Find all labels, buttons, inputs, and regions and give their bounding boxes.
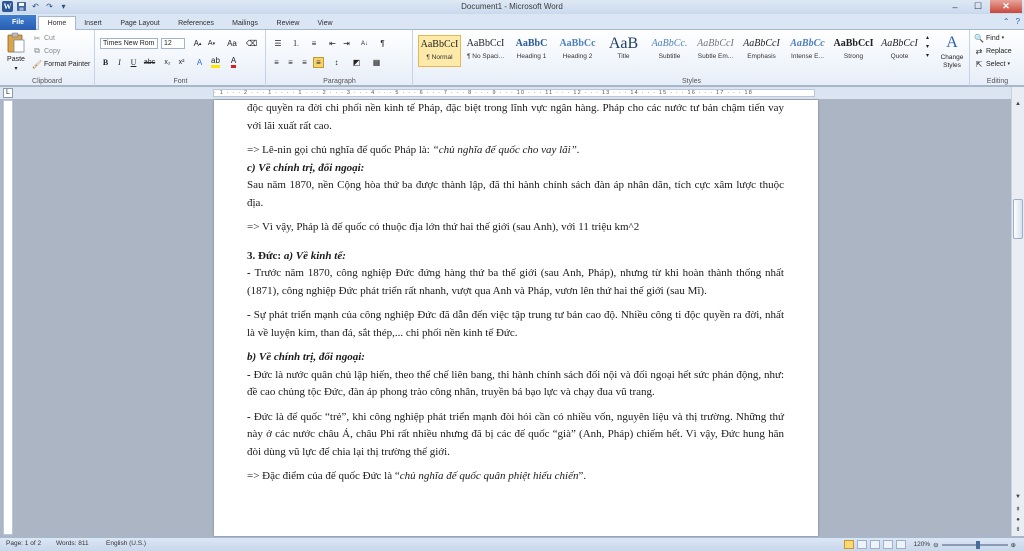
tab-view[interactable]: View [317,19,333,27]
maximize-icon[interactable]: ☐ [973,1,983,11]
font-size-combo[interactable]: 12 [161,38,185,49]
style-name: Intense E... [791,53,824,60]
style-sample: AaBbCcI [697,38,734,49]
undo-icon[interactable]: ↶ [32,2,39,11]
window-controls [944,0,1022,13]
bold-button[interactable]: B [102,58,109,67]
language-status[interactable]: English (U.S.) [106,540,147,547]
clear-formatting-icon[interactable]: ⌫ [245,39,258,48]
previous-page-icon[interactable]: ⇞ [1015,507,1021,513]
zoom-level[interactable]: 120% [913,541,931,548]
clipboard-group [0,30,95,86]
text-run: “chủ nghĩa đế quốc cho vay lãi”. [432,144,580,156]
paragraph [247,265,784,300]
paragraph [247,142,784,160]
tab-selector-icon[interactable]: L [3,88,13,98]
show-formatting-icon[interactable]: ¶ [380,39,385,48]
help-icon[interactable]: ? [1015,17,1020,26]
text-run: => Lê-nin gọi chủ nghĩa đế quốc Pháp là: [247,144,433,156]
font-name-combo[interactable]: Times New Rom [100,38,158,49]
tab-review[interactable]: Review [276,19,300,27]
ribbon-controls [1003,17,1020,26]
font-color-icon[interactable]: A [228,57,239,68]
paragraph-group [267,30,413,86]
web-layout-view-icon[interactable] [870,540,880,549]
select-browse-object-icon[interactable]: ● [1016,517,1020,523]
title-bar [0,0,1024,14]
find-label: Find [986,34,1000,42]
text-run: 3. Đức: [247,249,284,262]
justify-icon[interactable]: ≡ [313,57,324,68]
tab-home[interactable]: Home [38,16,76,30]
copy-icon: ⧉ [34,46,40,55]
subscript-button[interactable]: x₂ [164,59,171,66]
style-subtle-emphasis[interactable] [694,35,737,67]
cut-button[interactable] [32,33,55,43]
scroll-up-icon[interactable]: ▴ [926,35,930,41]
vertical-ruler[interactable] [3,100,13,535]
numbering-icon[interactable]: ⒈ [292,39,300,48]
multilevel-list-icon[interactable]: ≡ [311,39,317,48]
text-effects-icon[interactable]: A [196,58,203,67]
scroll-down-icon[interactable]: ▾ [926,44,930,50]
paste-button[interactable] [3,32,29,72]
style-heading-1[interactable] [510,35,553,67]
word-count[interactable]: Words: 811 [56,540,89,547]
status-bar [0,537,1024,551]
ruler-scale: · 1 · · · 2 · · · 1 · · · · 1 · · · 2 · · · 3 · · · 4 · · · 5 · · · 6 · · · 7 · · · 8 · · · 9 · · · 10 · · · 11 · · · 12 · · · 13 · · · 14 · · · 15 · · · 16 · · · 17 · · · 18 [213,89,815,97]
paragraph [247,468,784,486]
scrollbar-thumb[interactable] [1013,199,1023,239]
minimize-icon[interactable]: – [952,1,958,12]
increase-indent-icon[interactable]: ⇥ [343,39,350,48]
text-run: - [247,368,254,381]
style-name: Heading 2 [562,53,593,60]
minimize-ribbon-icon[interactable]: ⌃ [1002,17,1010,26]
paragraph: => Vì vậy, Pháp là đế quốc có thuộc địa lớn thứ hai thế giới (sau Anh), với 11 triệu km^2 [247,221,640,233]
find-button[interactable]: 🔍 Find ▾ [974,33,1005,43]
align-right-icon[interactable]: ≡ [302,58,307,67]
scroll-up-arrow-icon[interactable]: ▲ [1015,101,1021,107]
tab-references[interactable]: References [178,19,214,27]
style-sample: AaBbCcI [420,39,459,50]
copy-label: Copy [44,47,61,55]
shrink-font-label: A [207,40,213,47]
paragraph [247,367,784,402]
style-sample: AaBbCc [790,38,825,49]
scissors-icon: ✂ [33,33,41,43]
style-sample: AaBbCcI [743,38,780,49]
grow-font-label: A [193,39,199,48]
style-no-spacing[interactable] [464,35,507,67]
italic-button[interactable]: I [118,58,121,67]
change-styles-button[interactable] [936,34,968,70]
borders-icon[interactable]: ▦ [372,58,381,67]
style-normal[interactable] [418,35,461,67]
decrease-indent-icon[interactable]: ⇤ [329,39,336,48]
style-sample: AaBbCc [559,38,596,49]
select-button[interactable]: ⇱ Select ▾ [975,59,1010,69]
style-name: Emphasis [747,53,776,60]
style-emphasis[interactable] [740,35,783,67]
style-quote[interactable] [878,35,921,67]
next-page-icon[interactable]: ⇟ [1015,527,1021,533]
tab-page-layout[interactable]: Page Layout [120,19,160,27]
section-heading [247,248,784,266]
zoom-slider-knob[interactable] [976,541,980,549]
style-sample: AaB [608,35,639,52]
change-case-button[interactable] [224,38,240,49]
tab-mailings[interactable]: Mailings [232,19,258,27]
style-sample: AaBbCcI [833,38,874,49]
text-run: Đức là nước quân chủ lập hiến, theo thể chế liên bang, thi hành chính sách đối nội và đối ngoại hết sức phản động, như: đề cao chủng tộc Đức, đàn áp phong trào công nhân, truyền bá bạo lực và chạy đua vũ trang. [247,368,784,398]
paste-label: Paste [7,56,25,63]
replace-icon: ⇄ [975,46,983,56]
shrink-font-button[interactable]: A ▾ [207,40,216,47]
copy-button[interactable] [32,46,60,56]
ribbon [0,30,1024,86]
style-name: ¶ No Spaci... [466,53,505,60]
replace-button[interactable] [974,46,1012,56]
editing-group [971,30,1024,86]
text-run: Đức là đế quốc “trẻ”, khi công nghiệp phát triển mạnh đòi hỏi cần có nhiều vốn, nguyên liệu và thị trường. Những thứ này ở các nước châu Á, châu Phi rất nhiều nhưng đã bị các đế quốc “già” (Anh, Pháp) chiếm hết. Vì vậy, Đức hung hăn đòi dùng vũ lực để chia lại thị trường thế giới. [247,410,784,458]
text-run: ”. [578,470,587,482]
style-subtitle[interactable] [648,35,691,67]
styles-group-label: Styles [681,78,702,85]
text-run: => Đặc điểm của đế quốc Đức là “ [247,470,400,482]
superscript-button[interactable]: x² [178,59,185,66]
style-name: Quote [890,53,909,60]
document-page[interactable] [214,100,818,536]
style-name: Heading 1 [516,53,547,60]
strikethrough-button[interactable]: abc [143,59,156,66]
paragraph [247,409,784,462]
more-styles-icon[interactable]: ▾ [926,53,930,59]
zoom-controls [844,540,1016,549]
font-group-label: Font [173,78,188,85]
change-styles-label: Change Styles [940,54,964,69]
tab-file[interactable]: File [0,15,36,30]
full-screen-view-icon[interactable] [857,540,867,549]
document-body[interactable] [247,100,784,493]
sort-icon[interactable]: A↓ [360,40,368,47]
page-count[interactable]: Page: 1 of 2 [6,540,42,547]
align-left-icon[interactable]: ≡ [274,58,279,67]
text-run: a) Về kinh tế: [283,249,346,262]
text-run: - [247,410,254,423]
editing-group-label: Editing [986,78,1009,85]
paragraph: độc quyền ra đời chi phối nền kinh tế Pháp, đặc biệt trong lĩnh vực ngân hàng. Pháp cho các nước tư bản chậm tiến vay với lãi xuất rất cao. [247,102,784,132]
style-name: Title [617,53,630,60]
horizontal-ruler[interactable] [0,87,1024,99]
find-icon: 🔍 [974,33,984,43]
tab-insert[interactable]: Insert [84,19,102,27]
word-logo-icon[interactable]: W [3,2,12,11]
font-group [96,30,266,86]
paragraph: Sau năm 1870, nền Cộng hòa thứ ba được thành lập, đã thi hành chính sách đàn áp nhân dân, tích cực xâm lược thuộc địa. [247,179,784,209]
style-name: Strong [843,53,864,60]
style-strong[interactable] [832,35,875,67]
highlight-icon[interactable]: ab [210,57,221,68]
style-heading-2[interactable] [556,35,599,67]
style-sample: AaBbCcI [881,38,918,49]
style-sample: AaBbCc. [651,38,688,49]
format-painter-button[interactable] [32,59,90,69]
align-center-icon[interactable]: ≡ [288,58,293,67]
paste-dropdown-icon[interactable]: ▾ [14,66,18,72]
ribbon-tabs [0,14,1024,30]
zoom-slider[interactable] [942,544,1008,546]
paragraph [247,307,784,342]
text-run: - [247,309,254,321]
style-title[interactable] [602,35,645,67]
style-intense-emphasis[interactable] [786,35,829,67]
subheading: c) Về chính trị, đối ngoại: [247,161,365,174]
select-icon: ⇱ [975,59,983,69]
print-layout-view-icon[interactable] [844,540,854,549]
underline-button[interactable]: U [130,58,137,67]
draft-view-icon[interactable] [896,540,906,549]
change-case-label: Aa [227,39,237,48]
text-run: Sự phát triển mạnh của công nghiệp Đức đã dẫn đến việc tập trung tư bản cao độ. Nhiều công ti độc quyền ra đời, nhất là về luyện kim, than đá, sắt thép,... chi phối nền kinh tế Đức. [247,309,784,339]
style-sample: AaBbCcI [466,38,505,49]
change-styles-icon: A [946,34,958,51]
styles-scroll[interactable] [926,34,929,59]
cut-label: Cut [44,34,55,42]
subheading: b) Về chính trị, đối ngoại: [247,351,365,363]
grow-font-button[interactable]: A ▴ [193,39,202,48]
paste-icon [6,32,26,54]
clipboard-group-label: Clipboard [32,78,62,85]
style-sample: AaBbC [515,38,548,49]
bullets-icon[interactable]: ☰ [274,39,282,48]
customize-qat-icon[interactable]: ▾ [61,2,66,11]
close-icon[interactable]: ✕ [990,0,1022,13]
outline-view-icon[interactable] [883,540,893,549]
scroll-down-arrow-icon[interactable]: ▼ [1015,494,1021,500]
styles-group [414,30,970,86]
text-run: chủ nghĩa đế quốc quân phiệt hiếu chiến [399,470,579,482]
paragraph-group-label: Paragraph [323,78,356,85]
text-run: Trước năm 1870, công nghiệp Đức đứng hàng thứ ba thế giới (sau Anh, Pháp), nhưng từ khi hoàn thành thống nhất (1871), công nghiệp Đức phát triển rất nhanh, vượt qua Anh và Pháp, vươn lên thứ hai thế giới (sau Mĩ). [247,267,784,297]
select-label: Select [986,60,1006,68]
brush-icon: 🖌 [31,59,43,69]
format-painter-label: Format Painter [44,60,91,68]
line-spacing-icon[interactable]: ↕ [334,58,339,67]
style-name: Subtitle [658,53,681,60]
zoom-in-icon[interactable]: ⊕ [1010,541,1016,549]
window-title: Document1 - Microsoft Word [461,2,563,11]
replace-label: Replace [986,47,1012,55]
text-run: - [247,267,255,279]
redo-icon[interactable]: ↷ [46,2,53,11]
vertical-scrollbar[interactable] [1011,87,1024,536]
style-name: Subtle Em... [697,53,734,60]
style-name: ¶ Normal [426,54,453,61]
zoom-out-icon[interactable]: ⊖ [933,541,939,549]
shading-icon[interactable]: ◩ [352,58,361,67]
